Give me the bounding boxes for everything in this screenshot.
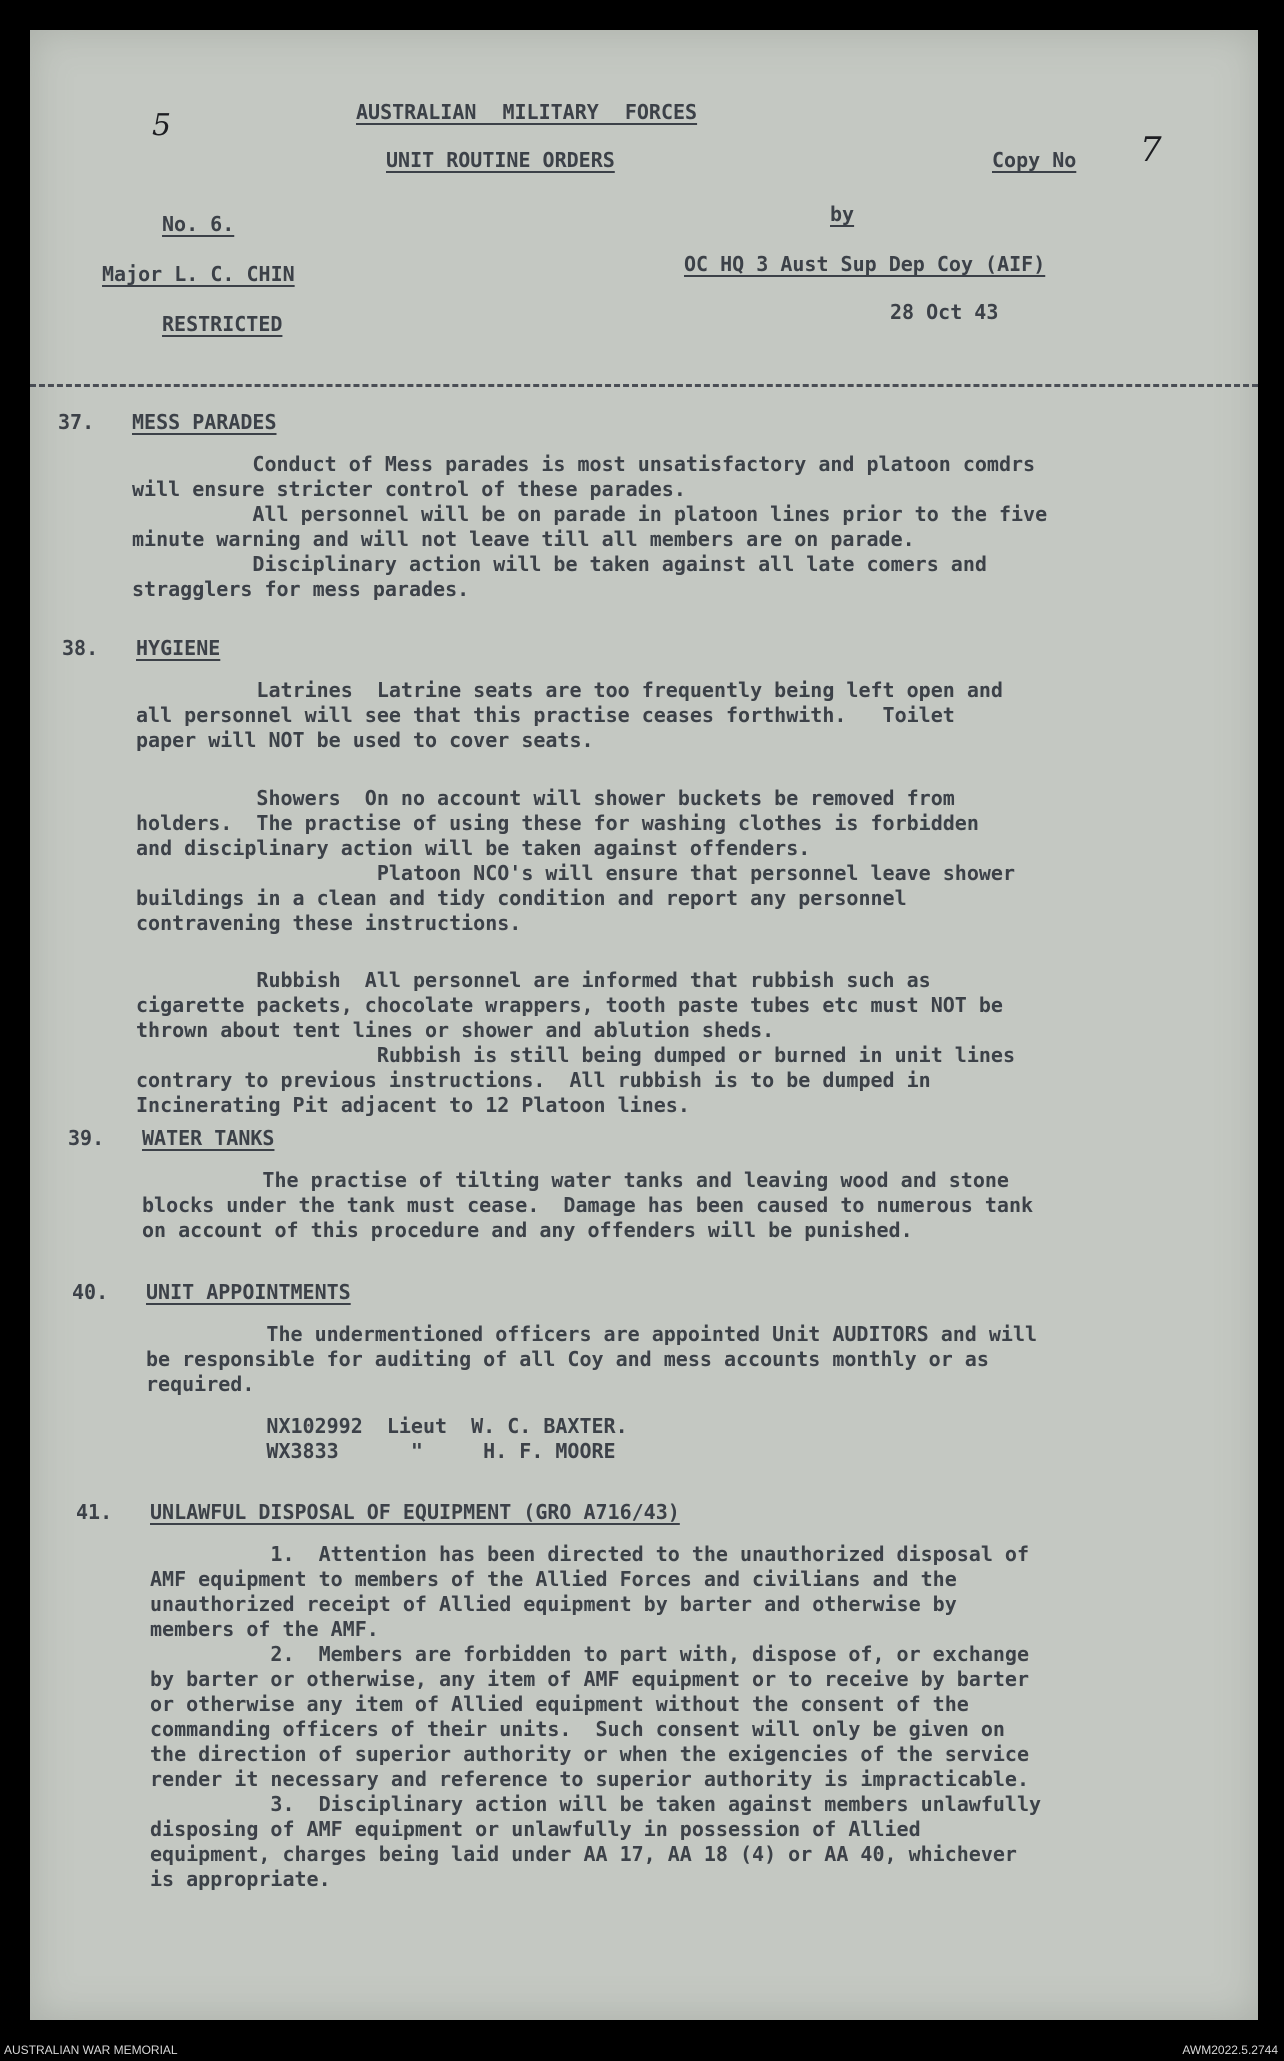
text-line: blocks under the tank must cease. Damage has been caused to numerous tank [142,1193,1034,1217]
text-line: on account of this procedure and any offenders will be punished. [142,1218,913,1242]
appointee-list [146,1414,628,1510]
text-line: Rubbish is still being dumped or burned in unit lines [136,1043,1015,1067]
section-body [142,1168,1034,1288]
text-line: holders. The practise of using these for washing clothes is forbidden [136,811,979,835]
text-line: paper will NOT be used to cover seats. [136,728,594,752]
classification: RESTRICTED [162,312,283,336]
footer-accession-number: AWM2022.5.2744 [1182,2043,1278,2057]
document-page [30,30,1258,2020]
text-line: 1. Attention has been directed to the unauthorized disposal of [150,1542,1029,1566]
appointee-line: NX102992 Lieut W. C. BAXTER. [146,1414,628,1438]
handwritten-mark: 5 [152,108,172,143]
text-line: unauthorized receipt of Allied equipment by barter and otherwise by [150,1592,957,1616]
text-line: disposing of AMF equipment or unlawfully in possession of Allied [150,1817,921,1841]
text-line: members of the AMF. [150,1617,379,1641]
text-line: Incinerating Pit adjacent to 12 Platoon lines. [136,1093,690,1117]
text-line: Conduct of Mess parades is most unsatisfactory and platoon comdrs [132,452,1036,476]
text-line: The undermentioned officers are appointed Unit AUDITORS and will [146,1322,1038,1346]
section-body [150,1542,1042,1926]
copy-label: Copy No [992,148,1077,172]
section-title: UNLAWFUL DISPOSAL OF EQUIPMENT (GRO A716/43) [150,1500,680,1524]
text-line: all personnel will see that this practise ceases forthwith. Toilet [136,703,955,727]
text-line: by barter or otherwise, any item of AMF equipment or to receive by barter [150,1667,1029,1691]
text-line: Showers On no account will shower buckets be removed from [136,786,955,810]
section-number: 37. [58,410,95,434]
section-number: 38. [62,636,99,660]
text-line: cigarette packets, chocolate wrappers, tooth paste tubes etc must NOT be [136,993,1003,1017]
text-line: or otherwise any item of Allied equipment without the consent of the [150,1692,969,1716]
text-line: Rubbish All personnel are informed that rubbish such as [136,968,931,992]
section-number: 39. [68,1126,105,1150]
text-line: will ensure stricter control of these parades. [132,477,686,501]
text-line: stragglers for mess parades. [132,577,470,601]
appointee-line: WX3833 " H. F. MOORE [146,1439,616,1463]
text-line: render it necessary and reference to superior authority is impracticable. [150,1767,1029,1791]
text-line: Disciplinary action will be taken against all late comers and [132,552,987,576]
text-line: Platoon NCO's will ensure that personnel leave shower [136,861,1015,885]
text-line: buildings in a clean and tidy condition and report any personnel [136,886,907,910]
text-line: the direction of superior authority or when the exigencies of the service [150,1742,1029,1766]
text-line: is appropriate. [150,1867,331,1891]
text-line: thrown about tent lines or shower and ablution sheds. [136,1018,775,1042]
text-line: and disciplinary action will be taken against offenders. [136,836,811,860]
section-title: HYGIENE [136,636,221,660]
text-line: Latrines Latrine seats are too frequently being left open and [136,678,1003,702]
text-line: AMF equipment to members of the Allied Forces and civilians and the [150,1567,957,1591]
text-line: 3. Disciplinary action will be taken against members unlawfully [150,1792,1042,1816]
section-number: 40. [72,1280,109,1304]
text-line: equipment, charges being laid under AA 17, AA 18 (4) or AA 40, whichever [150,1842,1017,1866]
section-title: MESS PARADES [132,410,277,434]
text-line: be responsible for auditing of all Coy and mess accounts monthly or as [146,1347,989,1371]
section-title: WATER TANKS [142,1126,275,1150]
showers-paragraph [136,786,1015,978]
text-line: required. [146,1372,255,1396]
org-heading: AUSTRALIAN MILITARY FORCES [356,100,698,124]
header-divider [30,384,1258,387]
order-number: No. 6. [162,212,235,236]
text-line: contravening these instructions. [136,911,522,935]
order-date: 28 Oct 43 [890,300,999,324]
section-number: 41. [76,1500,113,1524]
document-title: UNIT ROUTINE ORDERS [386,148,615,172]
text-line: contrary to previous instructions. All rubbish is to be dumped in [136,1068,931,1092]
footer-credit: AUSTRALIAN WAR MEMORIAL [4,2043,178,2057]
text-line: 2. Members are forbidden to part with, dispose of, or exchange [150,1642,1029,1666]
text-line: The practise of tilting water tanks and leaving wood and stone [142,1168,1009,1192]
section-title: UNIT APPOINTMENTS [146,1280,351,1304]
by-label: by [830,202,855,226]
copy-number: 7 [1140,130,1162,170]
section-body [132,452,1048,644]
text-line: minute warning and will not leave till all members are on parade. [132,527,915,551]
officer-name: Major L. C. CHIN [102,262,295,286]
text-line: All personnel will be on parade in platoon lines prior to the five [132,502,1048,526]
text-line: commanding officers of their units. Such consent will only be given on [150,1717,1005,1741]
unit-name: OC HQ 3 Aust Sup Dep Coy (AIF) [684,252,1046,276]
